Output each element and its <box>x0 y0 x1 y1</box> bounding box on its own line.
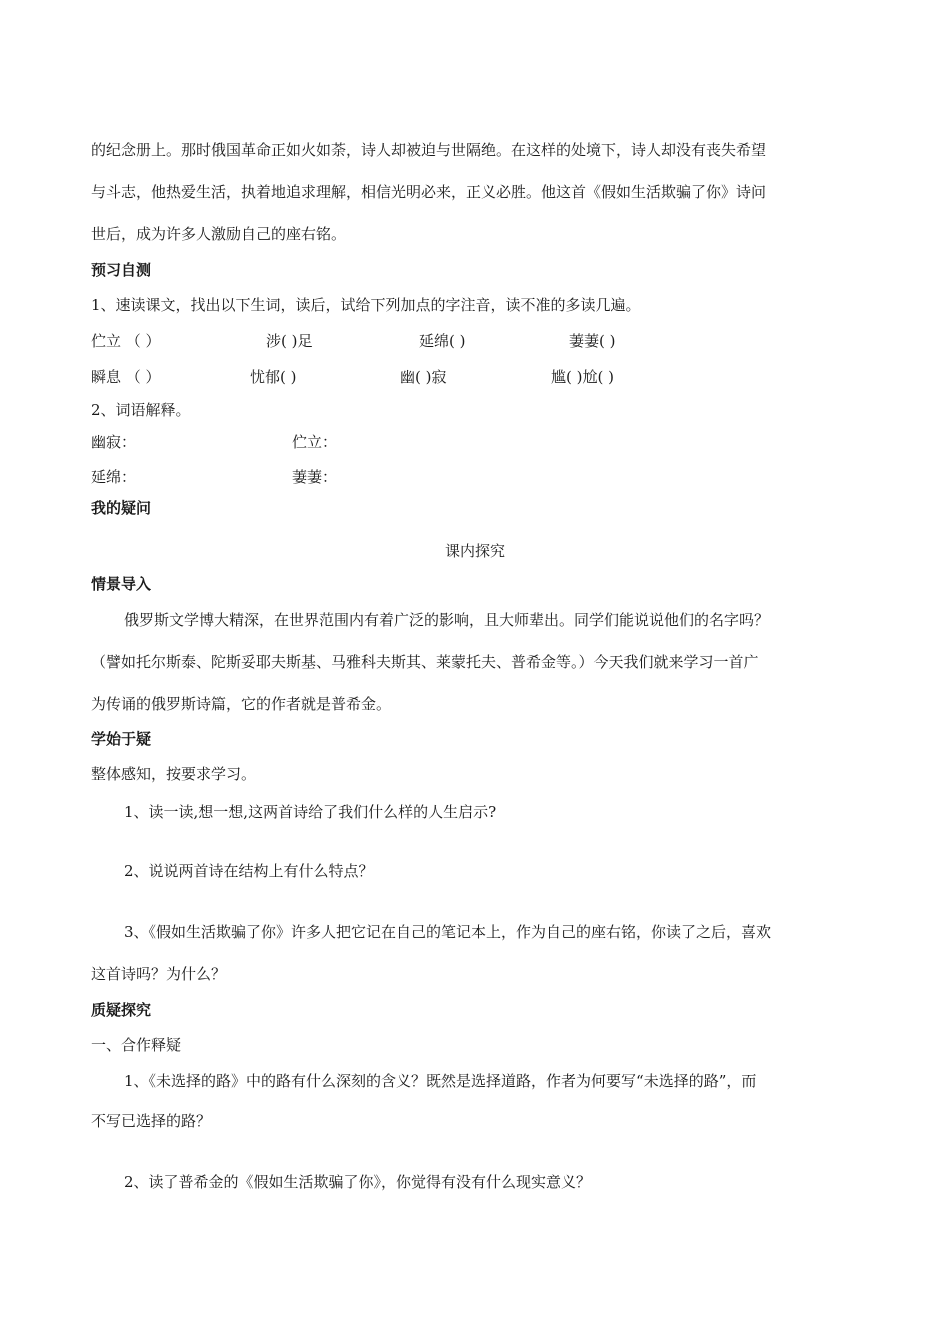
inquiry-subheading: 一、合作释疑 <box>91 1036 182 1054</box>
scene-line-1: 俄罗斯文学博大精深，在世界范围内有着广泛的影响，且大师辈出。同学们能说说他们的名字吗？ <box>124 611 770 629</box>
vocab-item: 涉( )足 <box>266 332 313 350</box>
scene-line-3: 为传诵的俄罗斯诗篇，它的作者就是普希金。 <box>91 695 392 713</box>
inquiry-question-1-line-1: 1、《未选择的路》中的路有什么深刻的含义？既然是选择道路，作者为何要写“未选择的路”，而 <box>124 1072 757 1090</box>
vocab-item: 瞬息 （ ） <box>91 368 161 386</box>
vocab-item: 尴( )尬( ) <box>551 368 614 386</box>
term-label: 幽寂： <box>91 433 137 451</box>
preview-task-2: 2、词语解释。 <box>91 401 191 419</box>
inquiry-question-1-line-2: 不写已选择的路？ <box>91 1112 212 1130</box>
term-label: 伫立： <box>292 433 338 451</box>
learn-question-2: 2、说说两首诗在结构上有什么特点？ <box>124 862 374 880</box>
intro-line-1: 的纪念册上。那时俄国革命正如火如荼，诗人却被迫与世隔绝。在这样的处境下，诗人却没有丧失希望 <box>91 141 767 159</box>
preview-heading: 预习自测 <box>91 261 152 279</box>
vocab-item: 幽( )寂 <box>400 368 447 386</box>
intro-line-3: 世后，成为许多人激励自己的座右铭。 <box>91 225 347 243</box>
learn-question-3-line-2: 这首诗吗？为什么？ <box>91 965 227 983</box>
term-label: 延绵： <box>91 468 137 486</box>
vocab-item: 忧郁( ) <box>250 368 297 386</box>
term-label: 萋萋： <box>292 468 338 486</box>
vocab-item: 萋萋( ) <box>569 332 616 350</box>
learn-question-1: 1、读一读,想一想,这两首诗给了我们什么样的人生启示? <box>124 803 497 821</box>
scene-heading: 情景导入 <box>91 575 152 593</box>
vocab-item: 延绵( ) <box>419 332 466 350</box>
learn-heading: 学始于疑 <box>91 730 152 748</box>
intro-line-2: 与斗志，他热爱生活，执着地追求理解，相信光明必来，正义必胜。他这首《假如生活欺骗了你》诗问 <box>91 183 767 201</box>
learn-question-3-line-1: 3、《假如生活欺骗了你》许多人把它记在自己的笔记本上，作为自己的座右铭，你读了之后，喜欢 <box>124 923 772 941</box>
inquiry-heading: 质疑探究 <box>91 1001 152 1019</box>
vocab-item: 伫立 （ ） <box>91 332 161 350</box>
learn-intro: 整体感知，按要求学习。 <box>91 765 257 783</box>
section-title: 课内探究 <box>444 542 505 560</box>
scene-line-2: （譬如托尔斯泰、陀斯妥耶夫斯基、马雅科夫斯其、莱蒙托夫、普希金等。）今天我们就来学习一首广 <box>91 653 759 671</box>
questions-heading: 我的疑问 <box>91 499 152 517</box>
inquiry-question-2: 2、读了普希金的《假如生活欺骗了你》，你觉得有没有什么现实意义？ <box>124 1173 592 1191</box>
preview-task-1: 1、速读课文，找出以下生词，读后，试给下列加点的字注音，读不准的多读几遍。 <box>91 296 641 314</box>
